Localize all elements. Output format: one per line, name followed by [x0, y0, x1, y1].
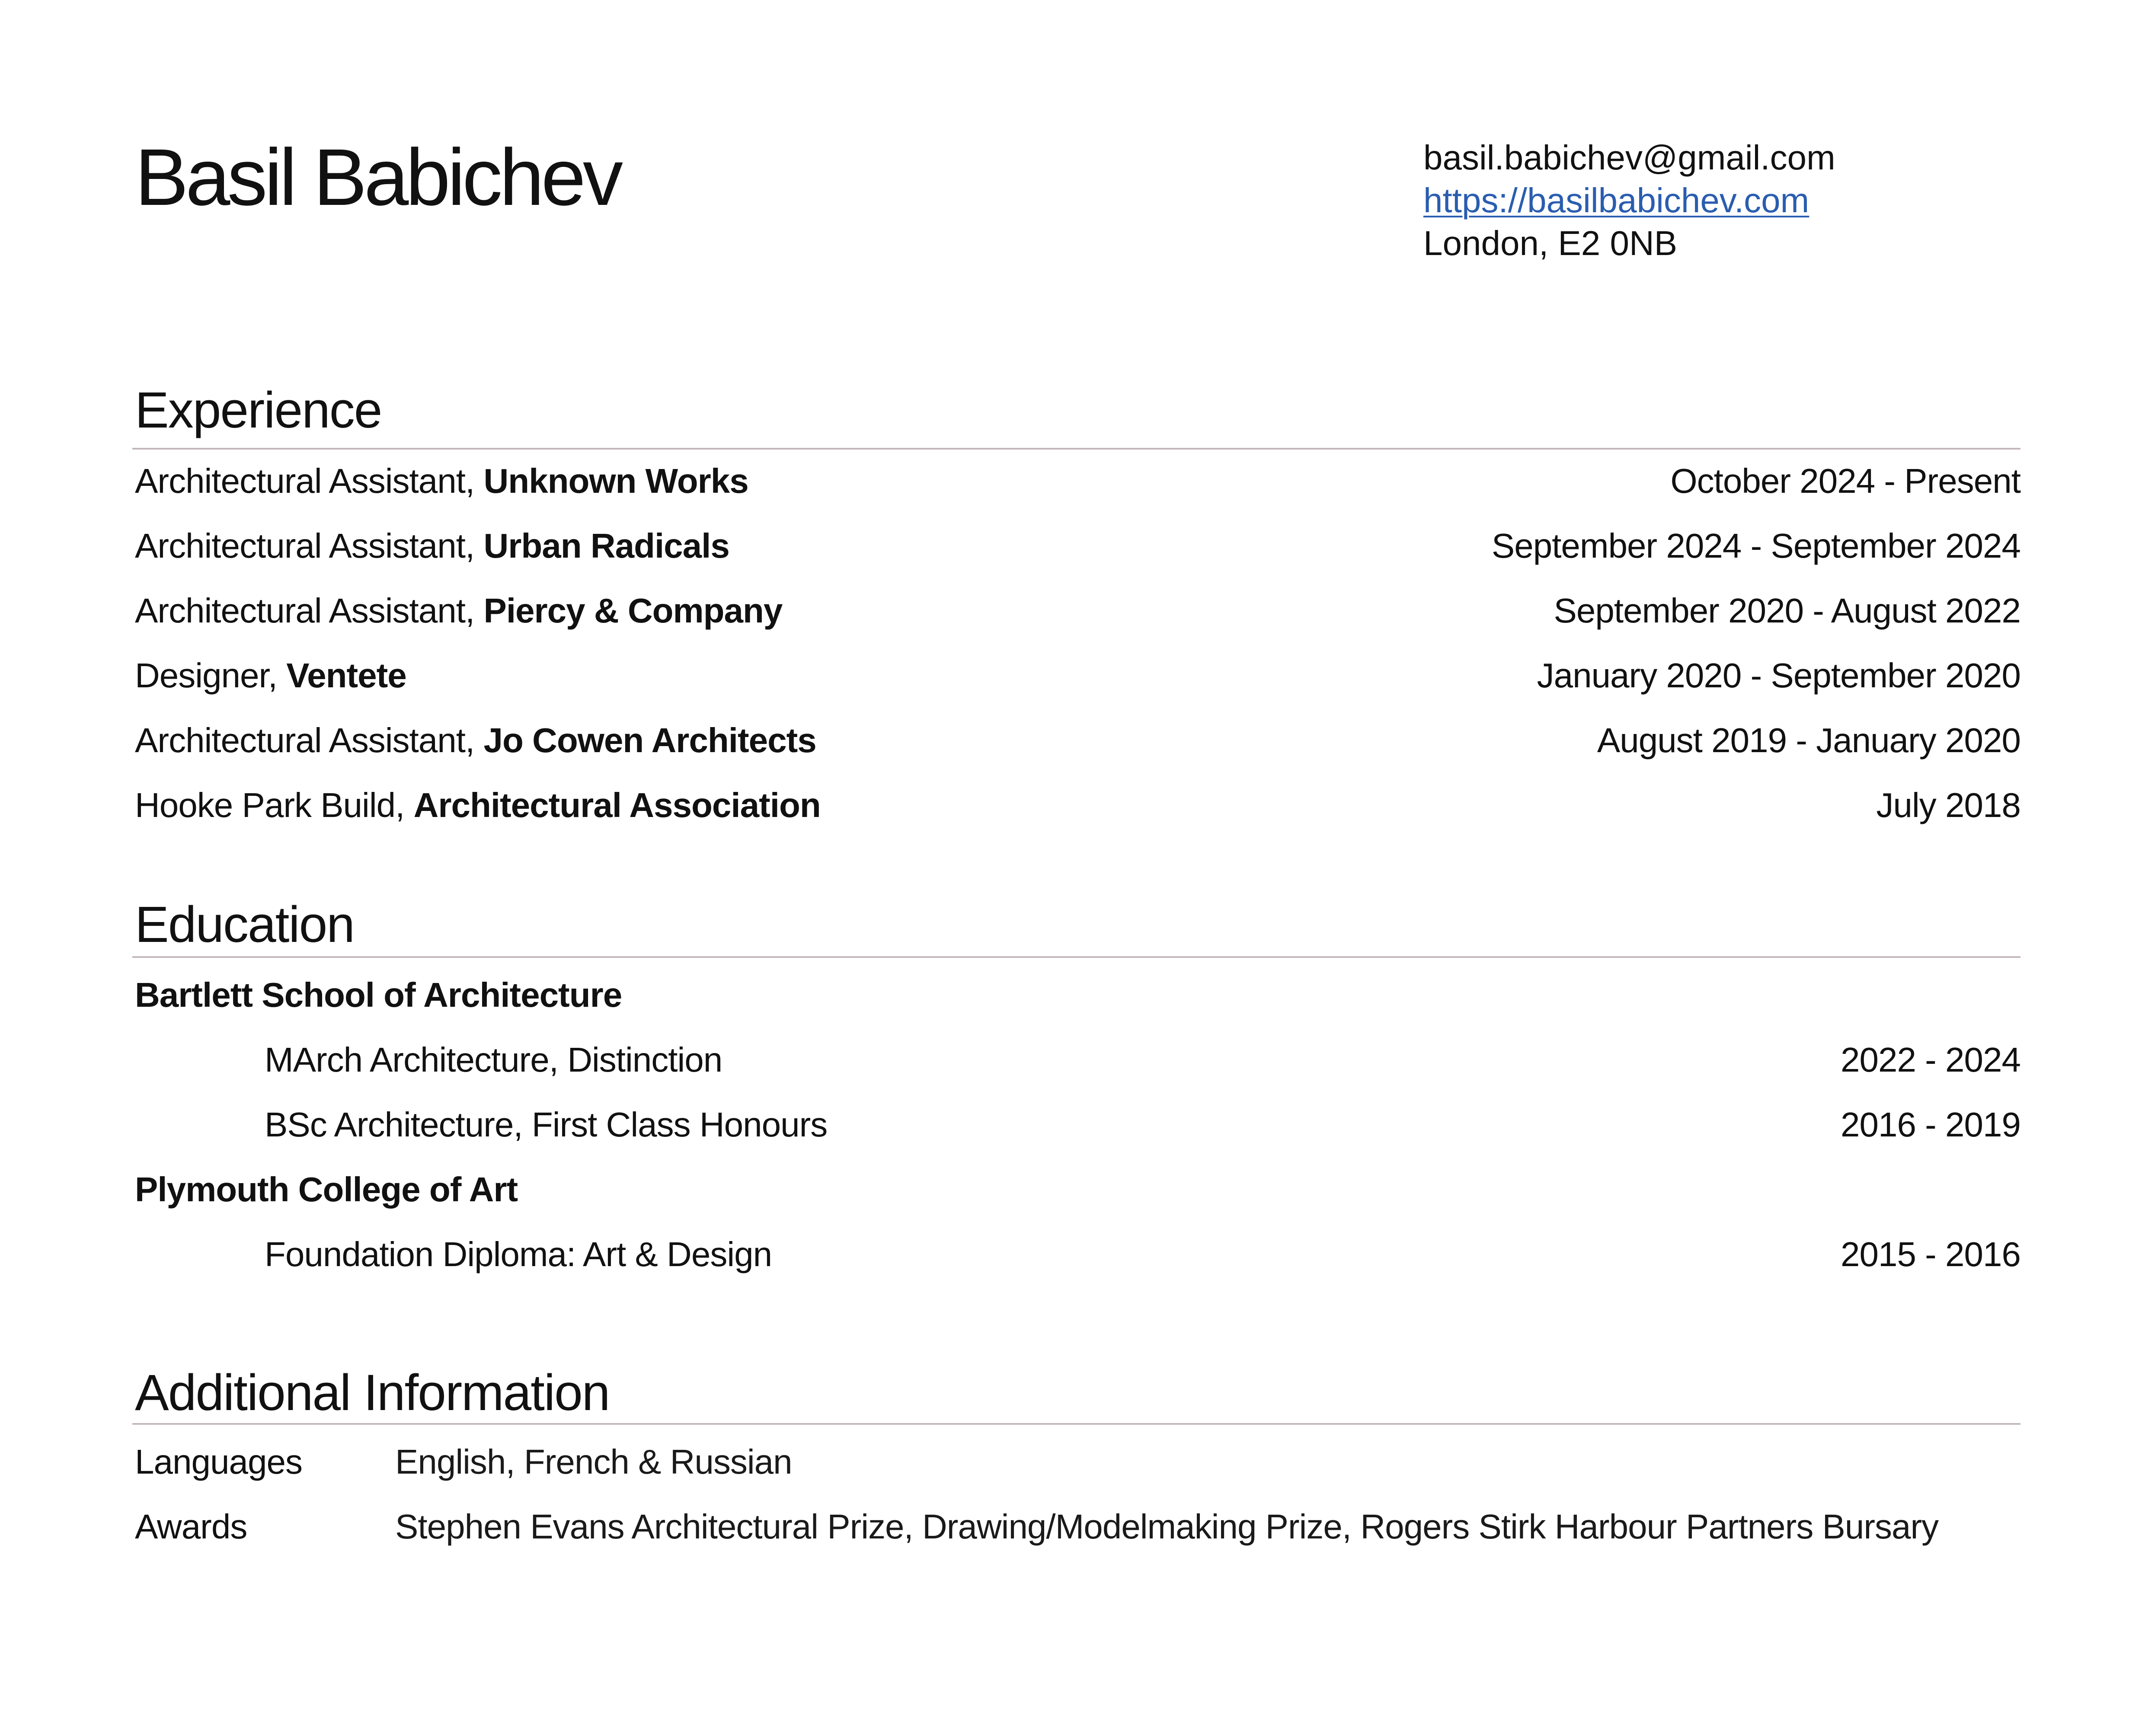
course-name: BSc Architecture, First Class Honours	[265, 1105, 828, 1144]
experience-item	[135, 529, 2020, 594]
experience-role: Architectural Assistant, Unknown Works	[135, 462, 748, 500]
experience-item	[135, 464, 2020, 529]
additional-divider	[132, 1423, 2020, 1425]
course-dates: 2015 - 2016	[1840, 1235, 2020, 1273]
person-name: Basil Babichev	[135, 133, 620, 222]
experience-org: Unknown Works	[483, 462, 748, 500]
course-name: MArch Architecture, Distinction	[265, 1040, 722, 1079]
course-name: Foundation Diploma: Art & Design	[265, 1235, 772, 1273]
experience-org: Architectural Association	[413, 786, 821, 824]
experience-item	[135, 658, 2020, 723]
experience-org: Ventete	[286, 656, 406, 695]
experience-item	[135, 591, 2020, 658]
experience-dates: January 2020 - September 2020	[1537, 656, 2020, 695]
location-text: London, E2 0NB	[1423, 224, 1678, 262]
experience-heading: Experience	[135, 382, 382, 439]
info-value: Stephen Evans Architectural Prize, Drawing/Modelmaking Prize, Rogers Stirk Harbour Partners Bursary	[395, 1507, 1939, 1546]
experience-dates: September 2024 - September 2024	[1491, 527, 2020, 565]
additional-list	[135, 1442, 2020, 1574]
school-row	[135, 978, 2020, 1043]
additional-heading: Additional Information	[135, 1364, 610, 1421]
email-text: basil.babichev@gmail.com	[1423, 138, 1835, 177]
education-list	[135, 978, 2020, 1302]
school-name: Plymouth College of Art	[135, 1170, 518, 1209]
experience-role: Designer, Ventete	[135, 656, 406, 695]
website-link[interactable]: https://basilbabichev.com	[1423, 181, 1809, 220]
experience-role: Architectural Assistant, Piercy & Company	[135, 591, 783, 630]
info-row	[135, 1509, 2020, 1574]
course-row	[135, 1107, 2020, 1172]
experience-org: Urban Radicals	[483, 527, 729, 565]
experience-dates: August 2019 - January 2020	[1597, 721, 2020, 760]
experience-divider	[132, 448, 2020, 450]
experience-org: Piercy & Company	[483, 591, 783, 630]
info-value: English, French & Russian	[395, 1442, 792, 1481]
experience-role: Hooke Park Build, Architectural Association	[135, 786, 821, 824]
experience-role: Architectural Assistant, Jo Cowen Architects	[135, 721, 816, 760]
course-dates: 2022 - 2024	[1840, 1040, 2020, 1079]
experience-dates: October 2024 - Present	[1670, 462, 2020, 500]
info-label: Awards	[135, 1507, 247, 1546]
course-row	[135, 1237, 2020, 1302]
experience-dates: September 2020 - August 2022	[1554, 591, 2020, 630]
school-row	[135, 1172, 2020, 1237]
contact-block	[1423, 136, 1835, 265]
info-label: Languages	[135, 1442, 302, 1481]
experience-list	[135, 464, 2020, 853]
education-heading: Education	[135, 896, 354, 953]
experience-org: Jo Cowen Architects	[483, 721, 816, 760]
info-row	[135, 1442, 2020, 1509]
experience-item	[135, 788, 2020, 853]
experience-role: Architectural Assistant, Urban Radicals	[135, 527, 729, 565]
school-name: Bartlett School of Architecture	[135, 976, 622, 1014]
course-row	[135, 1040, 2020, 1107]
education-divider	[132, 956, 2020, 958]
experience-item	[135, 723, 2020, 788]
experience-dates: July 2018	[1876, 786, 2020, 824]
course-dates: 2016 - 2019	[1840, 1105, 2020, 1144]
